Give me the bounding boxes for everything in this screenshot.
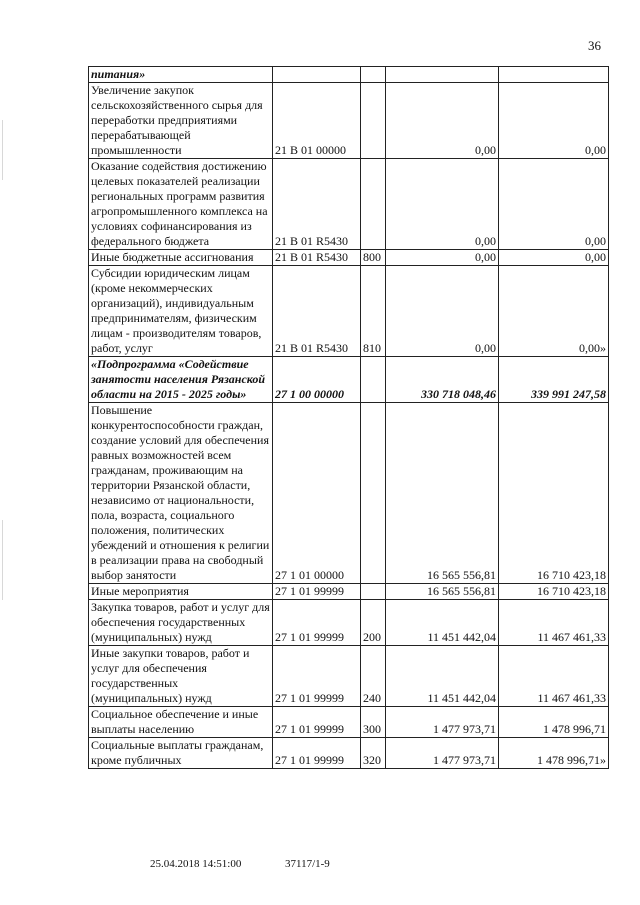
row-expense-type-cell: [361, 67, 386, 83]
row-value-2019-cell: 11 451 442,04: [386, 646, 499, 707]
row-value-2019-cell: 1 477 973,71: [386, 738, 499, 769]
row-code-cell: 27 1 01 99999: [273, 600, 361, 646]
row-expense-type-cell: 240: [361, 646, 386, 707]
row-value-2019-cell: 0,00: [386, 159, 499, 250]
row-name-cell: Иные мероприятия: [89, 584, 273, 600]
row-code-cell: 27 1 01 99999: [273, 707, 361, 738]
table-row: [89, 403, 609, 584]
row-expense-type-cell: [361, 584, 386, 600]
row-expense-type-cell: [361, 403, 386, 584]
row-value-2020-cell: 1 478 996,71»: [499, 738, 609, 769]
row-value-2019-cell: 1 477 973,71: [386, 707, 499, 738]
row-value-2019-cell: 11 451 442,04: [386, 600, 499, 646]
row-code-cell: 21 В 01 R5430: [273, 266, 361, 357]
scan-edge-mark: [2, 120, 3, 180]
row-name-cell: «Подпрограмма «Содействие занятости населения Рязанской области на 2015 - 2025 годы»: [89, 357, 273, 403]
row-code-cell: 27 1 01 99999: [273, 738, 361, 769]
row-value-2019-cell: 0,00: [386, 250, 499, 266]
row-expense-type-cell: [361, 357, 386, 403]
row-expense-type-cell: [361, 159, 386, 250]
row-value-2019-cell: 0,00: [386, 83, 499, 159]
row-value-2019-cell: [386, 67, 499, 83]
row-expense-type-cell: 800: [361, 250, 386, 266]
row-value-2020-cell: 0,00: [499, 159, 609, 250]
table-row: [89, 584, 609, 600]
row-name-cell: Оказание содействия достижению целевых показателей реализации региональных программ развития агропромышленного комплекса на условиях софинансирования из федерального бюджета: [89, 159, 273, 250]
row-code-cell: 27 1 01 99999: [273, 584, 361, 600]
page-number: 36: [588, 38, 601, 53]
row-code-cell: 21 В 01 00000: [273, 83, 361, 159]
row-value-2019-cell: 16 565 556,81: [386, 584, 499, 600]
row-code-cell: 27 1 01 99999: [273, 646, 361, 707]
table-row: [89, 83, 609, 159]
table-row: [89, 357, 609, 403]
table-row: [89, 738, 609, 769]
scan-edge-mark: [2, 520, 3, 600]
row-value-2020-cell: 11 467 461,33: [499, 646, 609, 707]
row-expense-type-cell: 320: [361, 738, 386, 769]
table-row: [89, 67, 609, 83]
row-name-cell: Социальное обеспечение и иные выплаты населению: [89, 707, 273, 738]
row-code-cell: 21 В 01 R5430: [273, 159, 361, 250]
row-value-2019-cell: 0,00: [386, 266, 499, 357]
row-value-2019-cell: 330 718 048,46: [386, 357, 499, 403]
table-row: [89, 266, 609, 357]
row-value-2020-cell: 1 478 996,71: [499, 707, 609, 738]
footer-doc-number: 37117/1-9: [285, 858, 330, 870]
row-name-cell: Повышение конкурентоспособности граждан, создание условий для обеспечения равных возможностей всем гражданам, проживающим на территории Рязанской области, независимо от национальности, пола, возраста, социального положения, политических убеждений и отношения к религии в реализации права на свободный выбор занятости: [89, 403, 273, 584]
table-row: [89, 159, 609, 250]
row-name-cell: Закупка товаров, работ и услуг для обеспечения государственных (муниципальных) нужд: [89, 600, 273, 646]
budget-table: [88, 66, 609, 769]
row-expense-type-cell: 810: [361, 266, 386, 357]
row-value-2020-cell: 0,00: [499, 83, 609, 159]
row-code-cell: 27 1 00 00000: [273, 357, 361, 403]
row-value-2020-cell: 339 991 247,58: [499, 357, 609, 403]
row-name-cell: Социальные выплаты гражданам, кроме публичных: [89, 738, 273, 769]
row-name-cell: питания»: [89, 67, 273, 83]
row-value-2020-cell: 11 467 461,33: [499, 600, 609, 646]
row-name-cell: Иные закупки товаров, работ и услуг для обеспечения государственных (муниципальных) нужд: [89, 646, 273, 707]
table-row: [89, 250, 609, 266]
footer-timestamp: 25.04.2018 14:51:00: [150, 858, 242, 870]
row-name-cell: Субсидии юридическим лицам (кроме некоммерческих организаций), индивидуальным предпринимателям, физическим лицам - производителям товаров, работ, услуг: [89, 266, 273, 357]
row-expense-type-cell: [361, 83, 386, 159]
row-value-2020-cell: [499, 67, 609, 83]
row-code-cell: 21 В 01 R5430: [273, 250, 361, 266]
row-value-2020-cell: 16 710 423,18: [499, 403, 609, 584]
row-name-cell: Увеличение закупок сельскохозяйственного сырья для переработки предприятиями перерабатывающей промышленности: [89, 83, 273, 159]
row-code-cell: [273, 67, 361, 83]
table-row: [89, 707, 609, 738]
row-value-2020-cell: 16 710 423,18: [499, 584, 609, 600]
row-expense-type-cell: 200: [361, 600, 386, 646]
row-name-cell: Иные бюджетные ассигнования: [89, 250, 273, 266]
row-value-2020-cell: 0,00: [499, 250, 609, 266]
row-value-2019-cell: 16 565 556,81: [386, 403, 499, 584]
table-row: [89, 646, 609, 707]
table-row: [89, 600, 609, 646]
budget-table-body: [89, 67, 609, 769]
row-value-2020-cell: 0,00»: [499, 266, 609, 357]
row-expense-type-cell: 300: [361, 707, 386, 738]
row-code-cell: 27 1 01 00000: [273, 403, 361, 584]
